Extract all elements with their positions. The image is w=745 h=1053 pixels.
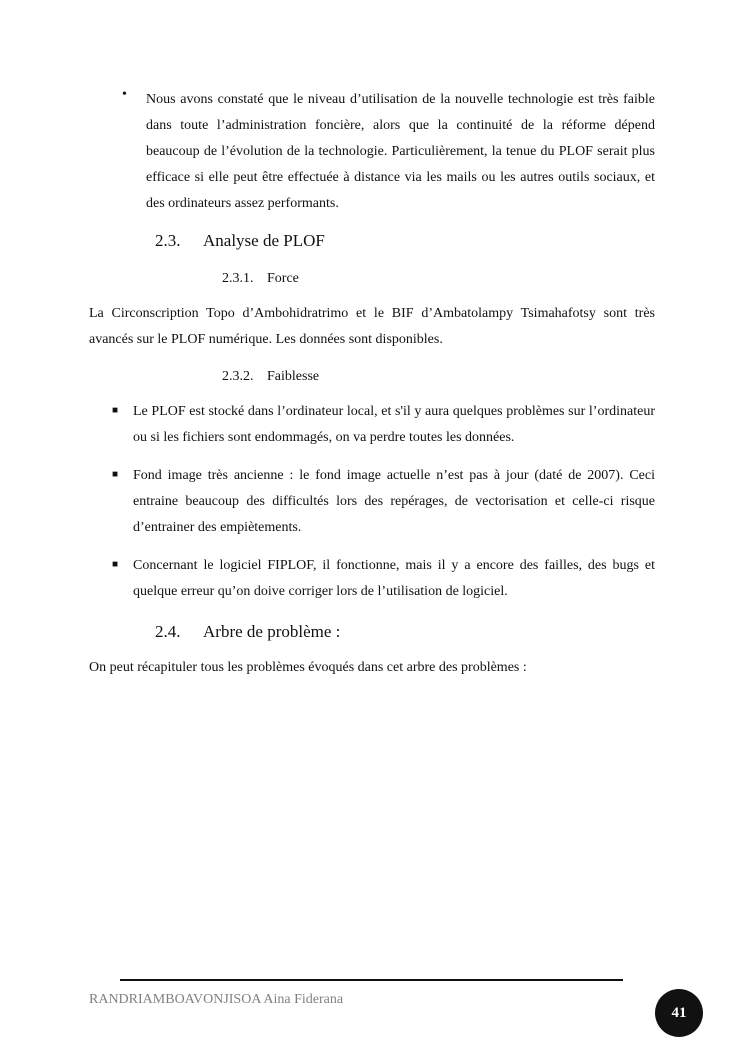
section-title: Arbre de problème :: [203, 622, 341, 641]
section-number: 2.4.: [155, 622, 181, 641]
faiblesse-item: Fond image très ancienne : le fond image actuelle n’est pas à jour (daté de 2007). Ceci entraine beaucoup des difficultés lors des repérages, de vectorisation et celle-ci risque d’entrainer des empiètements.: [133, 468, 655, 535]
page-number-badge: 41: [655, 989, 703, 1037]
subsection-heading-2-3-2: [222, 369, 319, 385]
faiblesse-item: Le PLOF est stocké dans l’ordinateur local, et s'il y aura quelques problèmes sur l’ordinateur ou si les fichiers sont endommagés, on va perdre toutes les données.: [133, 404, 655, 445]
section-title: Analyse de PLOF: [203, 231, 325, 250]
bullet-dot: •: [122, 87, 127, 102]
square-bullet-icon: ■: [112, 469, 119, 480]
footer-author: RANDRIAMBOAVONJISOA Aina Fiderana: [89, 992, 344, 1007]
section-heading-2-3: [155, 231, 325, 251]
subsection-title: Force: [267, 271, 299, 286]
faiblesse-item: Concernant le logiciel FIPLOF, il fonctionne, mais il y a encore des failles, des bugs et quelque erreur qu’on doive corriger lors de l’utilisation de logiciel.: [133, 558, 655, 599]
square-bullet-icon: ■: [112, 559, 119, 570]
subsection-heading-2-3-1: [222, 271, 299, 287]
section-heading-2-4: [155, 622, 340, 642]
subsection-number: 2.3.1.: [222, 271, 254, 286]
force-paragraph: La Circonscription Topo d’Ambohidratrimo et le BIF d’Ambatolampy Tsimahafotsy sont très avancés sur le PLOF numérique. Les données sont disponibles.: [89, 306, 655, 347]
arbre-paragraph: On peut récapituler tous les problèmes évoqués dans cet arbre des problèmes :: [89, 660, 527, 675]
square-bullet-icon: ■: [112, 405, 119, 416]
footer-rule: [120, 979, 623, 981]
section-number: 2.3.: [155, 231, 181, 250]
subsection-number: 2.3.2.: [222, 369, 254, 384]
intro-bullet-text: Nous avons constaté que le niveau d’utilisation de la nouvelle technologie est très faible dans toute l’administration foncière, alors que la continuité de la réforme dépend beaucoup de l’évolution de la technologie. Particulièrement, la tenue du PLOF serait plus efficace si elle peut être effectuée à distance via les mails ou les autres outils sociaux, et des ordinateurs assez performants.: [146, 92, 655, 211]
subsection-title: Faiblesse: [267, 369, 320, 384]
